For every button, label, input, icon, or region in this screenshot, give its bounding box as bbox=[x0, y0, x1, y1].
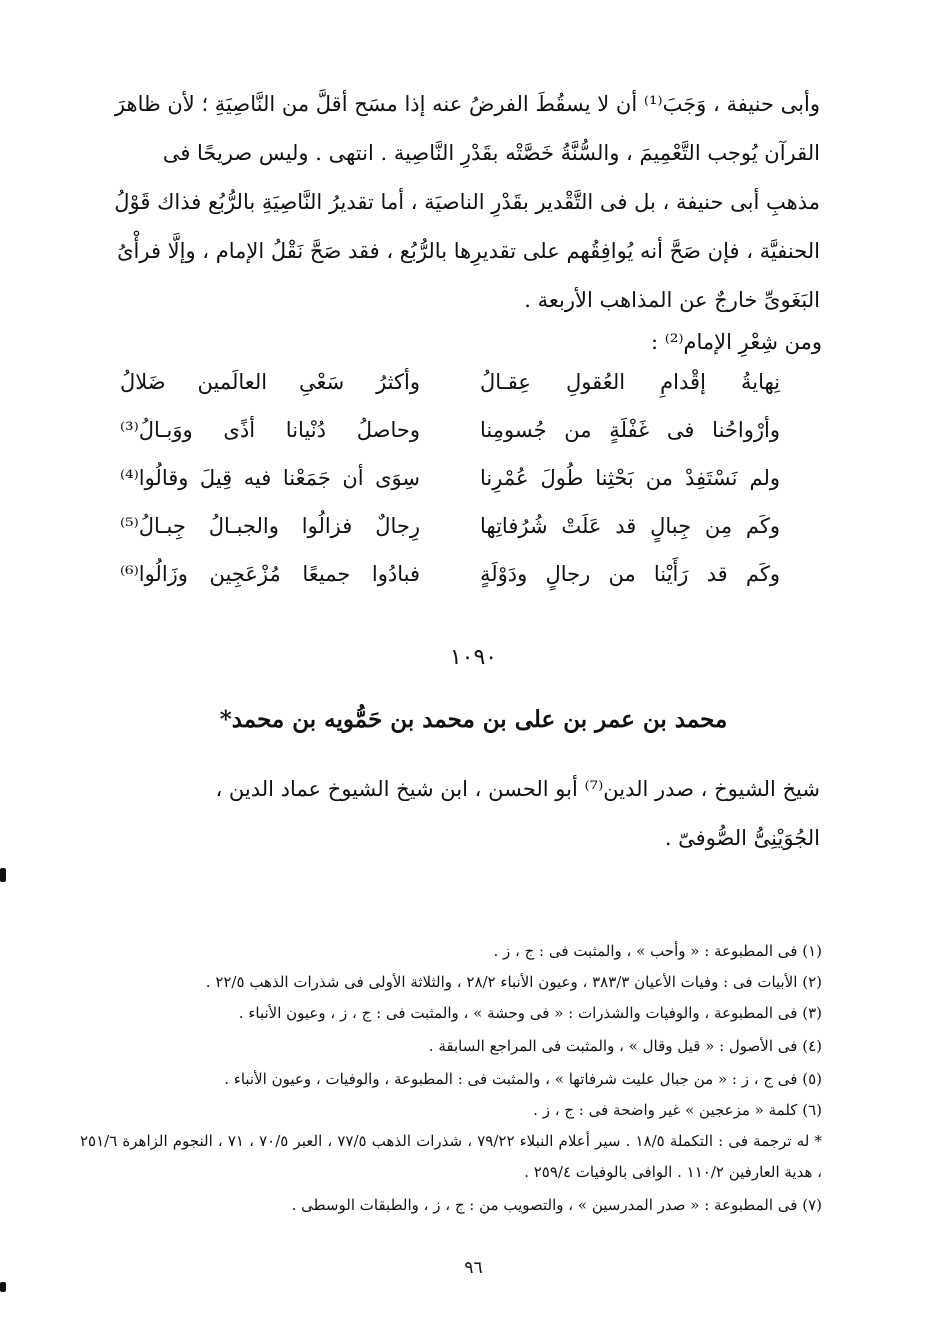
verse-line bbox=[120, 370, 780, 418]
page-number: ٩٦ bbox=[464, 1258, 483, 1278]
verse-first-hemistich: وأرْواحُنا فى غَفْلَةٍ من جُسومِنا bbox=[480, 418, 780, 442]
text-line: الجُوَيْنِىُّ الصُّوفىّ . bbox=[664, 826, 820, 850]
text-line: شيخ الشيوخ ، صدر الدين⁽⁷⁾ أبو الحسن ، ابن شيخ الشيوخ عماد الدين ، bbox=[215, 777, 820, 801]
scan-edge-mark bbox=[0, 868, 6, 882]
footnote-3: (٣) فى المطبوعة ، والوفيات والشذرات : « فى وحشة » ، والمثبت فى : ج ، ز ، وعيون الأنباء . bbox=[238, 1004, 822, 1022]
verse-line bbox=[120, 466, 780, 514]
footnote-4: (٤) فى الأصول : « قيل وقال » ، والمثبت فى المراجع السابقة . bbox=[428, 1037, 822, 1055]
verse-second-hemistich: سِوَى أن جَمَعْنا فيه قِيلَ وقالُوا⁽⁴⁾ bbox=[120, 466, 420, 490]
text-line: مذهبِ أبى حنيفة ، بل فى التَّقْدير بقَدْرِ الناصيَة ، أما تقديرُ النَّاصِيَةِ بالرُّبُع فذاك قَوْلُ bbox=[114, 190, 820, 214]
verse-line bbox=[120, 418, 780, 466]
verse-second-hemistich: وأكثرُ سَعْىِ العالَمين ضَلالُ bbox=[120, 370, 420, 394]
text-line: وأبى حنيفة ، وَجَبَ⁽¹⁾ أن لا يسقُطَ الفرضُ عنه إذا مسَح أقلَّ من النَّاصِيَةِ ؛ لأن ظاهرَ bbox=[114, 92, 820, 116]
footnote-5: (٥) فى ج ، ز : « من جبال عليت شرفاتها » ، والمثبت فى : المطبوعة ، والوفيات ، وعيون الأنباء . bbox=[224, 1070, 822, 1088]
text-line: القرآن يُوجب التَّعْمِيمَ ، والسُّنَّةُ خَصَّتْه بقَدْرِ النَّاصِية . انتهى . وليس صريحًا فى bbox=[162, 141, 820, 165]
entry-paragraph bbox=[85, 765, 820, 863]
text-line: البَغَوىِّ خارجٌ عن المذاهب الأربعة . bbox=[524, 288, 820, 312]
footnote-star: * له ترجمة فى : التكملة ١٨/٥ . سير أعلام النبلاء ٧٩/٢٢ ، شذرات الذهب ٧٧/٥ ، العبر ٧٠/٥ ، ٧١ ، النجوم الزاهرة ٢٥١/٦ ، هدية العارفين ١١٠/٢ . الوافى بالوفيات ٢٥٩/٤ . bbox=[80, 1132, 822, 1181]
footnote-7: (٧) فى المطبوعة : « صدر المدرسين » ، والتصويب من : ج ، ز ، والطبقات الوسطى . bbox=[291, 1196, 822, 1214]
scan-edge-mark bbox=[0, 1282, 6, 1292]
intro-paragraph bbox=[85, 80, 820, 325]
verse-line bbox=[120, 514, 780, 562]
text-line: الحنفيَّة ، فإن صَحَّ أنه يُوافِقُهم على تقديرِها بالرُّبُع ، فقد صَحَّ نَقْلُ الإمام ، وإلَّا فرأْىُ bbox=[117, 239, 820, 263]
verse-second-hemistich: وحاصلُ دُنْيانا أذًى ووَبـالُ⁽³⁾ bbox=[120, 418, 420, 442]
footnote-1: (١) فى المطبوعة : « وأحب » ، والمثبت فى : ج ، ز . bbox=[493, 942, 822, 960]
entry-number: ١٠٩٠ bbox=[449, 645, 498, 670]
verse-first-hemistich: وكَم قد رَأَيْنا من رجالٍ ودَوْلَةٍ bbox=[480, 562, 780, 586]
verse-line bbox=[120, 562, 780, 610]
verse-first-hemistich: وكَم مِن جِبالٍ قد عَلَتْ شُرُفاتِها bbox=[480, 514, 780, 538]
verse-second-hemistich: فبادُوا جميعًا مُزْعَجِين وزَالُوا⁽⁶⁾ bbox=[120, 562, 420, 586]
footnote-6: (٦) كلمة « مزعجين » غير واضحة فى : ج ، ز . bbox=[533, 1101, 822, 1119]
footnote-2: (٢) الأبيات فى : وفيات الأعيان ٣٨٣/٣ ، وعيون الأنباء ٢٨/٢ ، والثلاثة الأولى فى شذرات الذهب ٢٢/٥ . bbox=[205, 973, 822, 991]
entry-title: محمد بن عمر بن على بن محمد بن حَمُّويه بن محمد* bbox=[219, 706, 728, 733]
verse-intro: ومن شِعْرِ الإمام⁽²⁾ : bbox=[650, 330, 822, 354]
verse-second-hemistich: رِجالٌ فزالُوا والجبـالُ جِبـالُ⁽⁵⁾ bbox=[120, 514, 420, 538]
verse-first-hemistich: ولم نَسْتَفِدْ من بَحْثِنا طُولَ عُمْرِنا bbox=[480, 466, 780, 490]
verse-first-hemistich: نِهايةُ إقْدامِ العُقولِ عِقـالُ bbox=[480, 370, 780, 394]
